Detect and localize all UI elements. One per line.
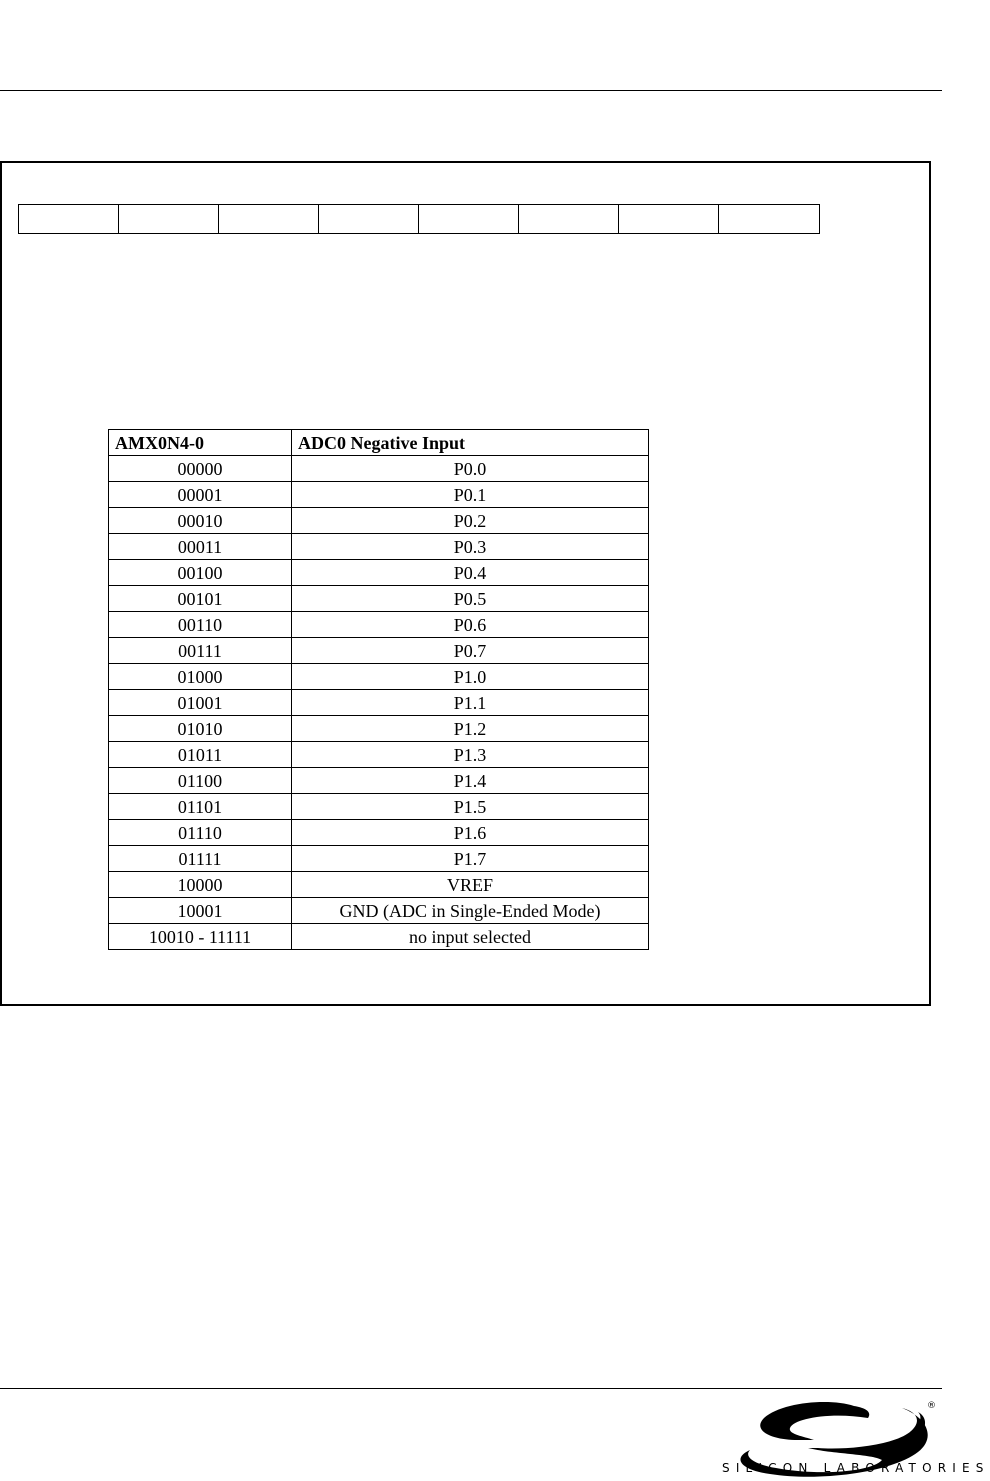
input-name-cell: P1.7: [292, 846, 649, 872]
column-header-amx0n: AMX0N4-0: [109, 430, 292, 456]
column-header-negative-input: ADC0 Negative Input: [292, 430, 649, 456]
mux-code-cell: 01001: [109, 690, 292, 716]
mux-code-cell: 00000: [109, 456, 292, 482]
table-row: [109, 456, 649, 482]
mux-code-cell: 00010: [109, 508, 292, 534]
mux-code-cell: 00100: [109, 560, 292, 586]
table-row: [109, 768, 649, 794]
mux-code-cell: 01101: [109, 794, 292, 820]
table-row: [109, 898, 649, 924]
footer-rule: [0, 1388, 942, 1389]
input-name-cell: P0.1: [292, 482, 649, 508]
table-row: [109, 690, 649, 716]
mux-code-cell: 00011: [109, 534, 292, 560]
mux-code-cell: 00111: [109, 638, 292, 664]
adc0-negative-input-table: [108, 429, 649, 950]
register-bit-cell: [619, 205, 719, 233]
mux-code-cell: 01010: [109, 716, 292, 742]
table-row: [109, 664, 649, 690]
register-bit-cell: [19, 205, 119, 233]
silicon-labs-wordmark: SILICON LABORATORIES: [722, 1461, 990, 1475]
mux-code-cell: 00001: [109, 482, 292, 508]
input-name-cell: GND (ADC in Single-Ended Mode): [292, 898, 649, 924]
input-name-cell: P1.0: [292, 664, 649, 690]
registered-mark: ®: [927, 1401, 936, 1411]
table-row: [109, 820, 649, 846]
table-row: [109, 482, 649, 508]
mux-code-cell: 01100: [109, 768, 292, 794]
register-bit-cell: [319, 205, 419, 233]
table-row: [109, 794, 649, 820]
table-row: [109, 742, 649, 768]
header-rule: [0, 90, 942, 91]
table-row: [109, 612, 649, 638]
table-header-row: [109, 430, 649, 456]
mux-code-cell: 00110: [109, 612, 292, 638]
table-row: [109, 846, 649, 872]
register-bit-row: [18, 204, 820, 234]
logo-upper-swoosh: [760, 1402, 869, 1440]
mux-code-cell: 01111: [109, 846, 292, 872]
table-row: [109, 872, 649, 898]
table-row: [109, 560, 649, 586]
table-row: [109, 716, 649, 742]
input-name-cell: P0.3: [292, 534, 649, 560]
mux-code-cell: 00101: [109, 586, 292, 612]
input-name-cell: P0.5: [292, 586, 649, 612]
input-name-cell: no input selected: [292, 924, 649, 950]
input-name-cell: P1.5: [292, 794, 649, 820]
table-row: [109, 508, 649, 534]
table-row: [109, 586, 649, 612]
input-name-cell: P1.3: [292, 742, 649, 768]
input-name-cell: P1.6: [292, 820, 649, 846]
register-bit-cell: [219, 205, 319, 233]
input-name-cell: P0.0: [292, 456, 649, 482]
mux-code-cell: 01110: [109, 820, 292, 846]
mux-code-cell: 10001: [109, 898, 292, 924]
input-name-cell: P0.4: [292, 560, 649, 586]
table-row: [109, 924, 649, 950]
table-row: [109, 638, 649, 664]
register-bit-cell: [419, 205, 519, 233]
register-bit-cell: [519, 205, 619, 233]
input-name-cell: P0.6: [292, 612, 649, 638]
table-row: [109, 534, 649, 560]
register-bit-cell: [719, 205, 819, 233]
mux-code-cell: 10000: [109, 872, 292, 898]
input-name-cell: P1.2: [292, 716, 649, 742]
mux-code-cell: 01000: [109, 664, 292, 690]
input-name-cell: P1.1: [292, 690, 649, 716]
input-name-cell: P1.4: [292, 768, 649, 794]
input-name-cell: P0.2: [292, 508, 649, 534]
register-bit-cell: [119, 205, 219, 233]
input-name-cell: VREF: [292, 872, 649, 898]
mux-code-cell: 01011: [109, 742, 292, 768]
input-name-cell: P0.7: [292, 638, 649, 664]
mux-code-cell: 10010 - 11111: [109, 924, 292, 950]
